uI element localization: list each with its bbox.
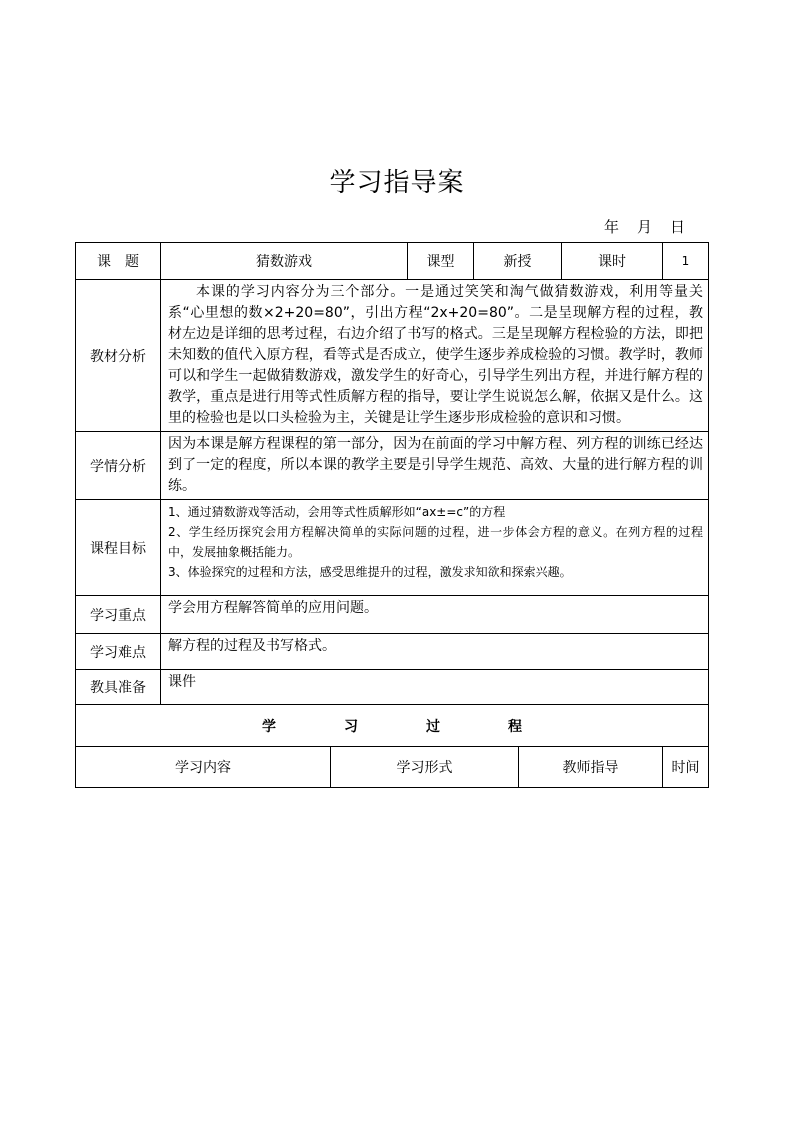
tools-row [76, 670, 709, 705]
topic-label: 课 题 [76, 243, 161, 280]
goals-label: 课程目标 [76, 500, 161, 596]
process-col-guidance: 教师指导 [519, 747, 663, 788]
date-line [604, 216, 703, 237]
process-heading-char-1: 学 [262, 718, 276, 735]
type-label: 课型 [408, 243, 474, 280]
date-month: 月 [637, 218, 653, 236]
key-point-label: 学习重点 [76, 596, 161, 634]
date-year: 年 [604, 218, 620, 236]
process-heading-char-4: 程 [508, 718, 522, 735]
process-heading-char-3: 过 [426, 718, 440, 735]
difficulty-row [76, 634, 709, 670]
goal-item-2: 2、学生经历探究会用方程解决简单的实际问题的过程，进一步体会方程的意义。在列方程的过程中，发展抽象概括能力。 [168, 525, 703, 559]
goal-item-1: 1、通过猜数游戏等活动，会用等式性质解形如“ax±=c”的方程 [168, 505, 506, 519]
key-point-text: 学会用方程解答简单的应用问题。 [168, 600, 378, 616]
lesson-plan-table [75, 242, 709, 788]
page-title: 学习指导案 [329, 168, 465, 198]
process-heading [76, 705, 709, 747]
material-label: 教材分析 [76, 280, 161, 432]
goal-item-3: 3、体验探究的过程和方法，感受思维提升的过程，激发求知欲和探索兴趣。 [168, 565, 572, 579]
learner-text: 因为本课是解方程课程的第一部分，因为在前面的学习中解方程、列方程的训练已经达到了一定的程度，所以本课的教学主要是引导学生规范、高效、大量的进行解方程的训练。 [168, 436, 703, 494]
process-col-time: 时间 [663, 747, 709, 788]
material-text: 本课的学习内容分为三个部分。一是通过笑笑和淘气做猜数游戏，利用等量关系“心里想的数×2+20=80”，引出方程“2x+20=80”。二是呈现解方程的过程，教材左边是详细的思考过程，右边介绍了书写的格式。三是呈现解方程检验的方法，即把未知数的值代入原方程，看等式是否成立，使学生逐步养成检验的习惯。教学时，教师可以和学生一起做猜数游戏，激发学生的好奇心，引导学生列出方程，并进行解方程的教学，重点是进行用等式性质解方程的指导，要让学生说说怎么解，依据又是什么。这里的检验也是以口头检验为主，关键是让学生逐步形成检验的意识和习惯。 [168, 284, 703, 426]
process-heading-row [76, 705, 709, 747]
date-day: 日 [670, 218, 686, 236]
process-col-content: 学习内容 [76, 747, 331, 788]
tools-text: 课件 [168, 674, 196, 690]
learner-row [76, 432, 709, 500]
process-heading-char-2: 习 [344, 718, 358, 735]
period-value: 1 [663, 243, 709, 280]
process-columns-row [76, 747, 709, 788]
topic-value: 猜数游戏 [161, 243, 408, 280]
type-value: 新授 [474, 243, 562, 280]
difficulty-text: 解方程的过程及书写格式。 [168, 638, 336, 654]
tools-label: 教具准备 [76, 670, 161, 705]
difficulty-label: 学习难点 [76, 634, 161, 670]
goals-row [76, 500, 709, 596]
process-col-form: 学习形式 [331, 747, 519, 788]
key-point-row [76, 596, 709, 634]
learner-label: 学情分析 [76, 432, 161, 500]
material-row [76, 280, 709, 432]
period-label: 课时 [562, 243, 663, 280]
header-row [76, 243, 709, 280]
